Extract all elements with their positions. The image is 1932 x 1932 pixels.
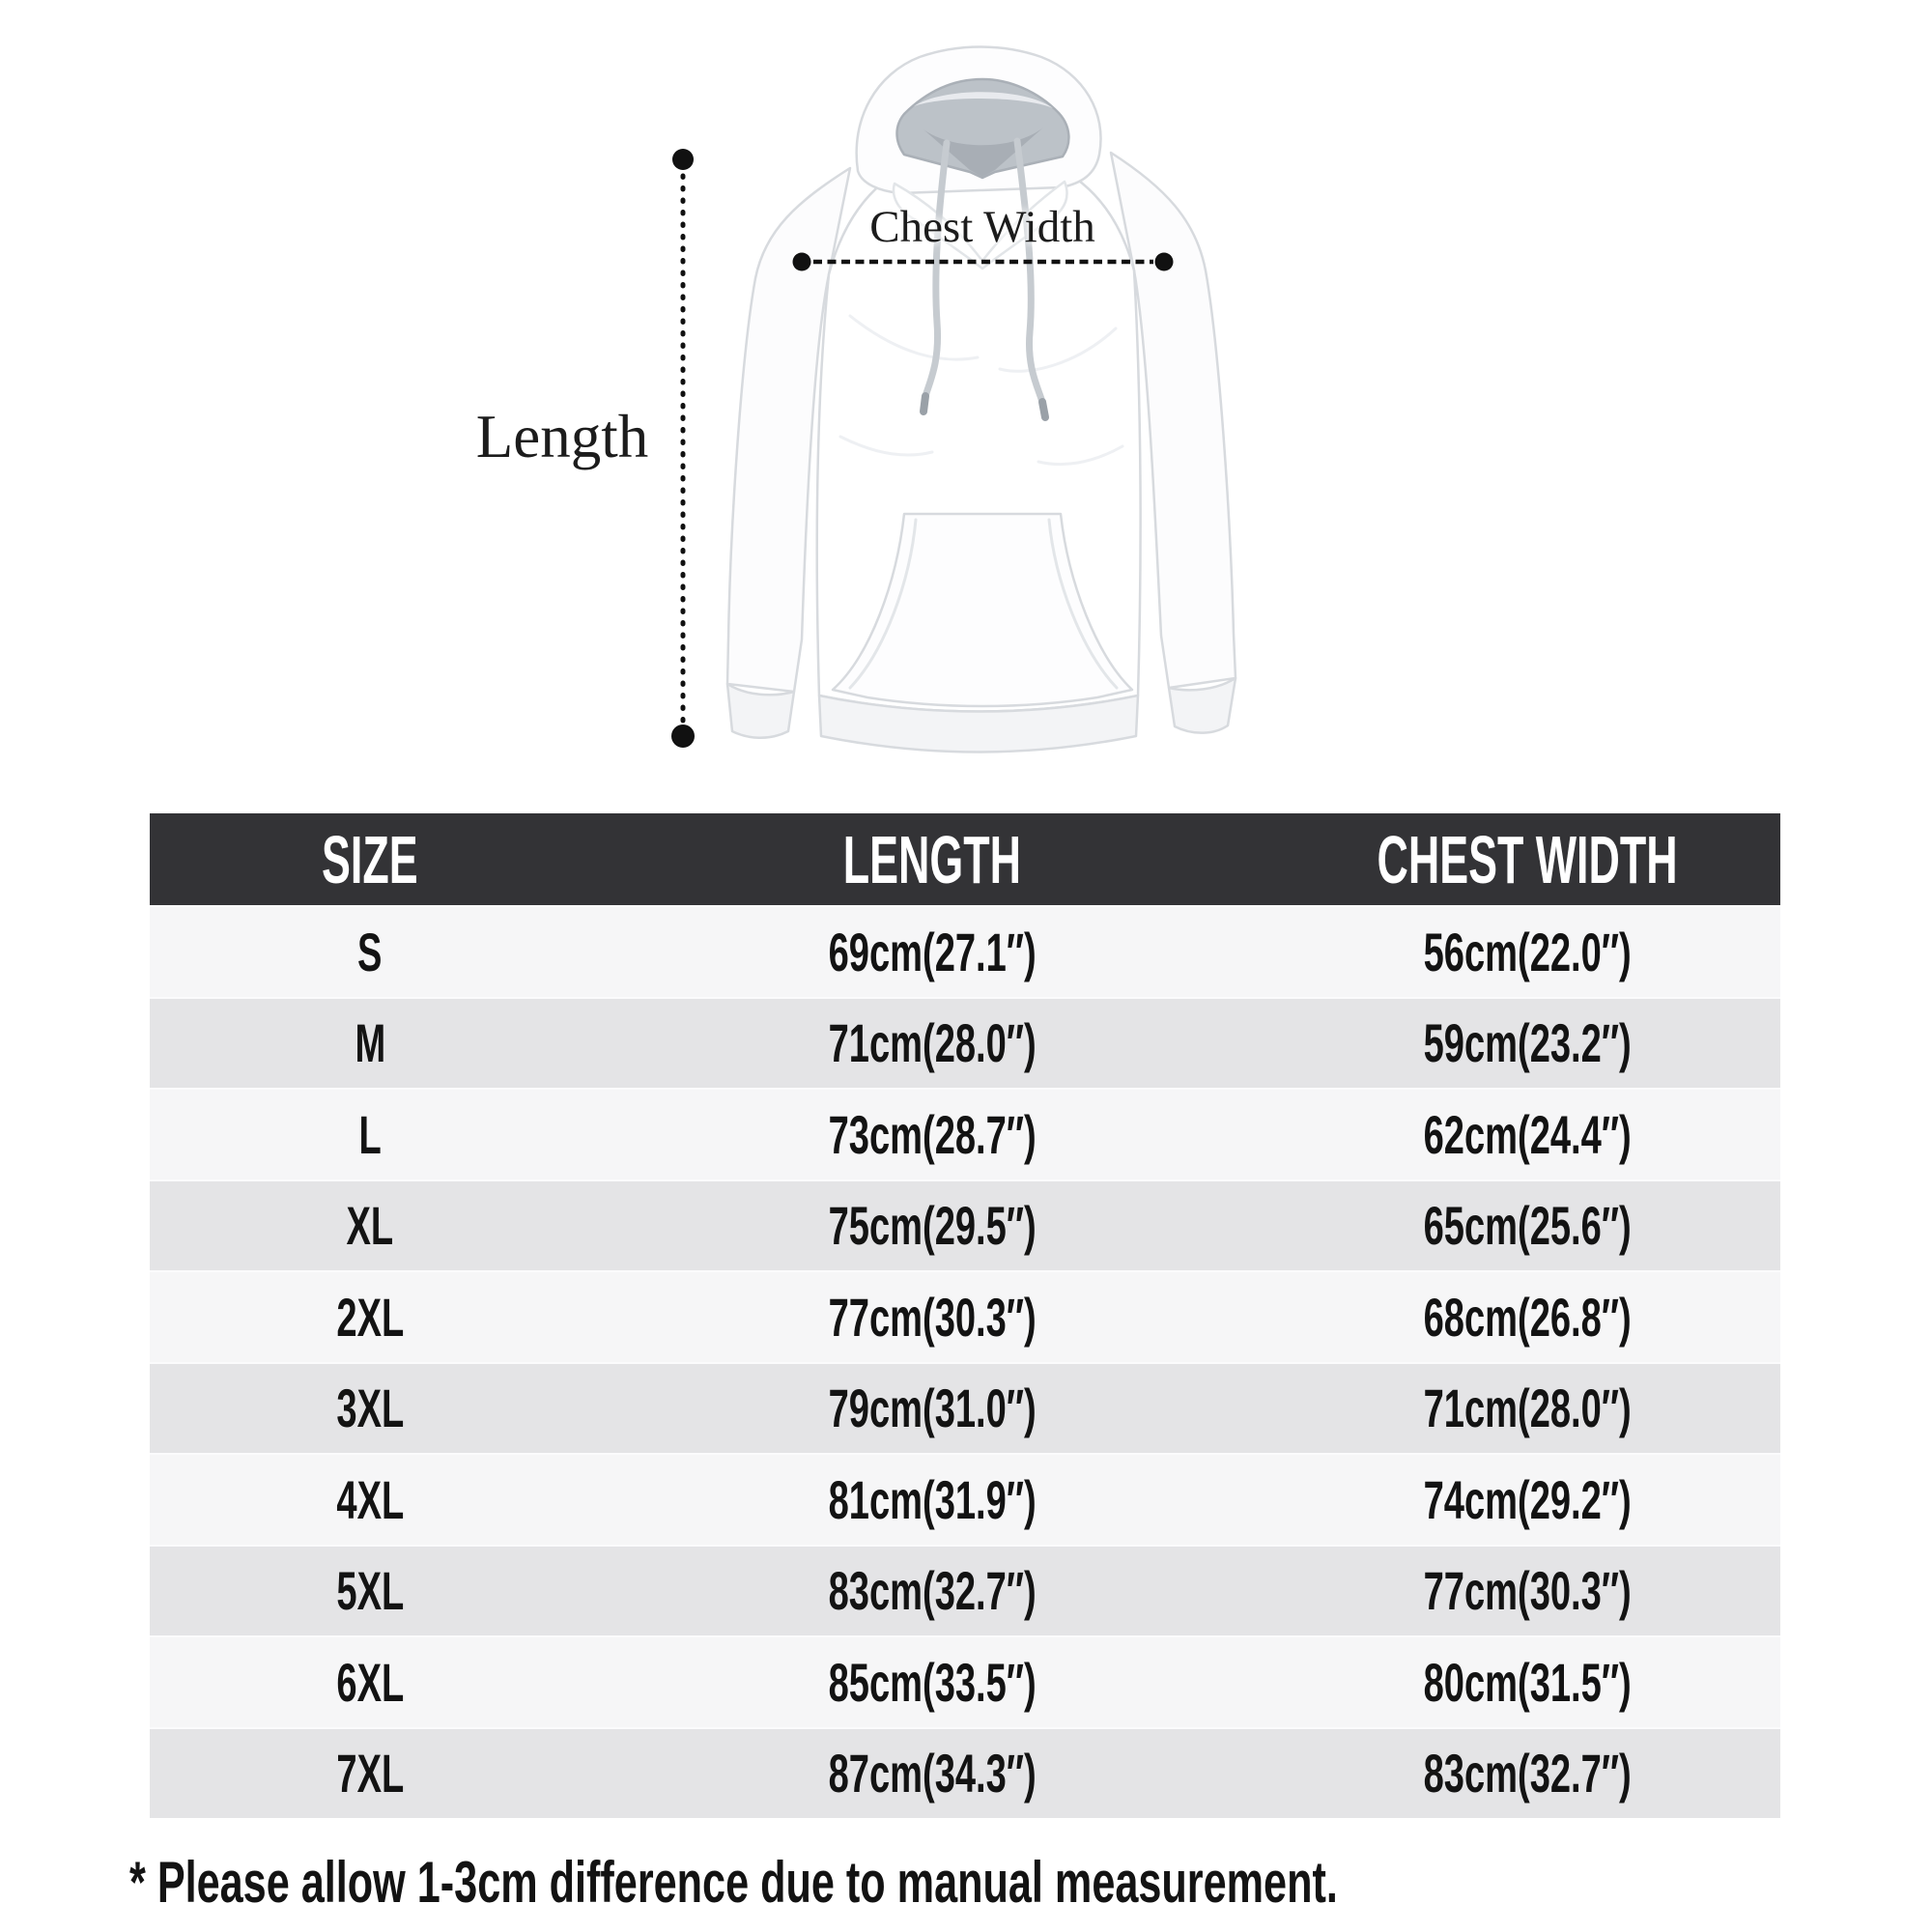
cell-length: 75cm(29.5″) bbox=[828, 1195, 1037, 1257]
cell-length: 77cm(30.3″) bbox=[828, 1286, 1037, 1348]
table-row bbox=[150, 1180, 1780, 1272]
cell-chest-width: 71cm(28.0″) bbox=[1423, 1378, 1632, 1439]
cell-chest-width: 74cm(29.2″) bbox=[1423, 1468, 1632, 1530]
table-row bbox=[150, 1728, 1780, 1819]
cell-size: S bbox=[357, 921, 383, 982]
cell-chest-width: 62cm(24.4″) bbox=[1423, 1103, 1632, 1165]
table-row bbox=[150, 1546, 1780, 1637]
cell-size: 5XL bbox=[335, 1560, 404, 1622]
table-row bbox=[150, 1089, 1780, 1180]
cell-size: 6XL bbox=[335, 1651, 404, 1713]
cell-length: 81cm(31.9″) bbox=[828, 1468, 1037, 1530]
table-row bbox=[150, 998, 1780, 1090]
measurement-footnote: * Please allow 1-3cm difference due to manual measurement. bbox=[129, 1850, 1338, 1915]
cell-size: 4XL bbox=[335, 1468, 404, 1530]
chest-width-label: Chest Width bbox=[869, 202, 1095, 252]
header-length: LENGTH bbox=[590, 813, 1275, 906]
cell-length: 73cm(28.7″) bbox=[828, 1103, 1037, 1165]
cell-chest-width: 80cm(31.5″) bbox=[1423, 1651, 1632, 1713]
cell-length: 83cm(32.7″) bbox=[828, 1560, 1037, 1622]
cell-chest-width: 65cm(25.6″) bbox=[1423, 1195, 1632, 1257]
table-row bbox=[150, 1363, 1780, 1455]
table-row bbox=[150, 1271, 1780, 1363]
cell-size: L bbox=[358, 1103, 382, 1165]
cell-chest-width: 83cm(32.7″) bbox=[1423, 1743, 1632, 1804]
table-row bbox=[150, 906, 1780, 998]
cell-length: 85cm(33.5″) bbox=[828, 1651, 1037, 1713]
cell-size: 2XL bbox=[335, 1286, 404, 1348]
cell-size: 7XL bbox=[335, 1743, 404, 1804]
measurement-diagram bbox=[0, 0, 1932, 831]
cell-chest-width: 56cm(22.0″) bbox=[1423, 921, 1632, 982]
cell-chest-width: 68cm(26.8″) bbox=[1423, 1286, 1632, 1348]
cell-size: 3XL bbox=[335, 1378, 404, 1439]
table-row bbox=[150, 1454, 1780, 1546]
header-chest-width: CHEST WIDTH bbox=[1275, 813, 1780, 906]
size-chart-table bbox=[150, 813, 1780, 1818]
length-label: Length bbox=[475, 403, 649, 470]
cell-length: 79cm(31.0″) bbox=[828, 1378, 1037, 1439]
dimension-lines bbox=[0, 0, 1932, 831]
cell-length: 87cm(34.3″) bbox=[828, 1743, 1037, 1804]
cell-length: 71cm(28.0″) bbox=[828, 1012, 1037, 1074]
table-row bbox=[150, 1636, 1780, 1728]
cell-chest-width: 77cm(30.3″) bbox=[1423, 1560, 1632, 1622]
cell-chest-width: 59cm(23.2″) bbox=[1423, 1012, 1632, 1074]
cell-length: 69cm(27.1″) bbox=[828, 921, 1037, 982]
cell-size: M bbox=[355, 1012, 385, 1074]
cell-size: XL bbox=[346, 1195, 394, 1257]
header-size: SIZE bbox=[150, 813, 590, 906]
table-header-row bbox=[150, 813, 1780, 906]
